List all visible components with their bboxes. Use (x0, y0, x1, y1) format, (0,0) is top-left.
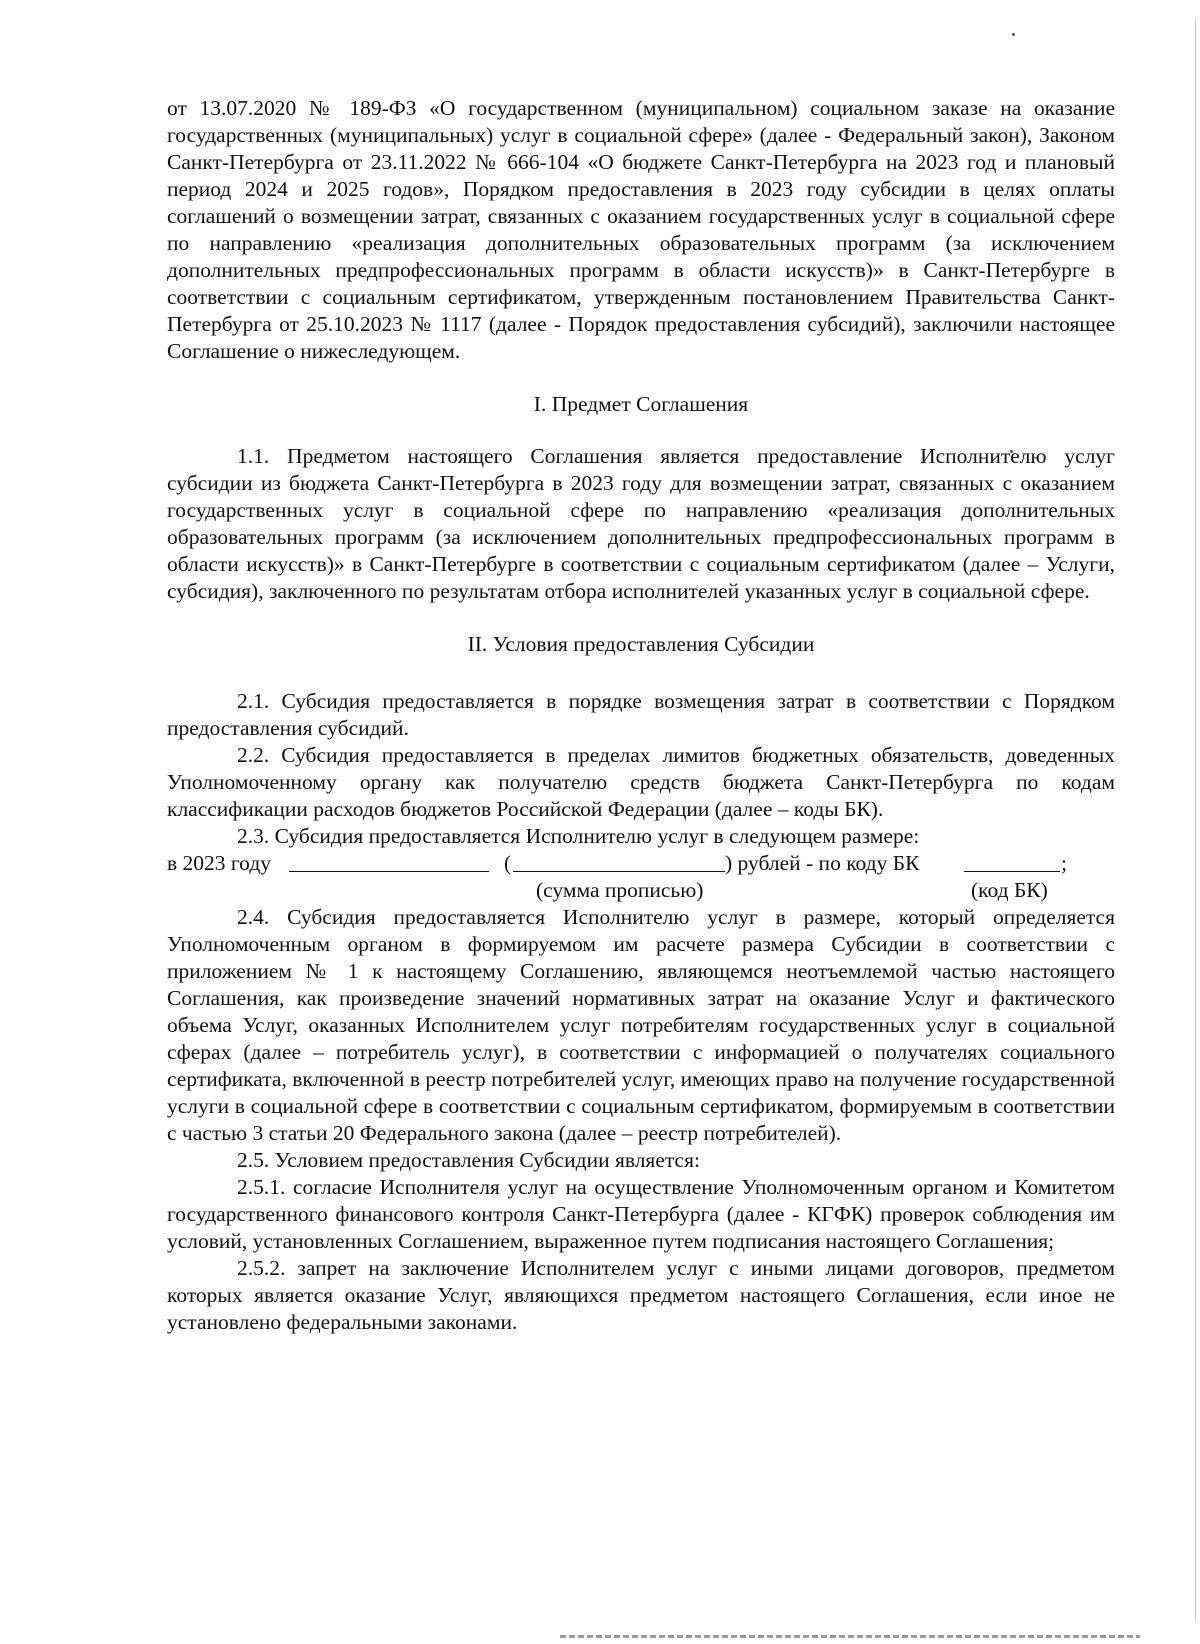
clause-2-5-2: 2.5.2. запрет на заключение Исполнителем услуг с иными лицами договоров, предметом которых является оказание Услуг, являющихся предметом настоящего Соглашения, если иное не установлено федеральными законами. (167, 1256, 1115, 1334)
amount-words-blank[interactable] (513, 850, 725, 879)
rubles-label: ) рублей - по коду БК (725, 851, 920, 875)
line-end: ; (1061, 851, 1067, 875)
scan-bottom-marks (560, 1635, 1140, 1638)
clause-1-1: 1.1. Предметом настоящего Соглашения является предоставление Исполнителю услуг субсидии из бюджета Санкт-Петербурга в 2023 году для возмещении затрат, связанных с оказанием государственных услуг в социальной сфере по направлению «реализация дополнительных образовательных программ (за исключением дополнительных предпрофессиональных программ в области искусств)» в Санкт-Петербурге в соответствии с социальным сертификатом (далее – Услуги, субсидия), заключенного по результатам отбора исполнителей указанных услуг в социальной сфере. (167, 444, 1115, 603)
amount-captions (167, 877, 1115, 904)
scan-edge-line (1195, 20, 1196, 1620)
clause-2-4: 2.4. Субсидия предоставляется Исполнителю услуг в размере, который определяется Уполномоченным органом в формируемом им расчете размера Субсидии в соответствии с приложением № 1 к настоящему Соглашению, являющемся неотъемлемой частью настоящего Соглашения, как произведение значений нормативных затрат на оказание Услуг и фактического объема Услуг, оказанных Исполнителем услуг потребителям государственных услуг в социальной сферах (далее – потребитель услуг), в соответствии с информацией о получателях социального сертификата, включенной в реестр потребителей услуг, имеющих право на получение государственной услуги в социальной сфере в соответствии с социальным сертификатом, формируемым в соответствии с частью 3 статьи 20 Федерального закона (далее – реестр потребителей). (167, 905, 1115, 1145)
intro-paragraph: от 13.07.2020 № 189-ФЗ «О государственном (муниципальном) социальном заказе на оказание государственных (муниципальных) услуг в социальной сфере» (далее - Федеральный закон), Законом Санкт-Петербурга от 23.11.2022 № 666-104 «О бюджете Санкт-Петербурга на 2023 год и плановый период 2024 и 2025 годов», Порядком предоставления в 2023 году субсидии в целях оплаты соглашений о возмещении затрат, связанных с оказанием государственных услуг в социальной сфере по направлению «реализация дополнительных образовательных программ (за исключением дополнительных предпрофессиональных программ в области искусств)» в Санкт-Петербурге в соответствии с социальным сертификатом, утвержденным постановлением Правительства Санкт-Петербурга от 25.10.2023 № 1117 (далее - Порядок предоставления субсидий), заключили настоящее Соглашение о нижеследующем. (167, 96, 1115, 363)
document-page (167, 95, 1115, 1336)
year-label: в 2023 году (167, 851, 272, 875)
amount-words-caption: (сумма прописью) (536, 878, 704, 902)
subsidy-amount-line (167, 850, 1115, 877)
clause-2-5: 2.5. Условием предоставления Субсидии является: (237, 1148, 700, 1172)
section-1-heading: I. Предмет Соглашения (533, 392, 749, 416)
bk-code-blank[interactable] (964, 850, 1060, 879)
scan-speck (1012, 33, 1015, 36)
clause-2-5-1: 2.5.1. согласие Исполнителя услуг на осуществление Уполномоченным органом и Комитетом государственного финансового контроля Санкт-Петербурга (далее - КГФК) проверок соблюдения им условий, установленных Соглашением, выраженное путем подписания настоящего Соглашения; (167, 1175, 1115, 1253)
open-paren: ( (504, 851, 512, 875)
clause-2-3: 2.3. Субсидия предоставляется Исполнителю услуг в следующем размере: (237, 824, 920, 848)
amount-digits-blank[interactable] (289, 850, 489, 879)
bk-code-caption: (код БК) (971, 878, 1048, 902)
clause-2-1: 2.1. Субсидия предоставляется в порядке возмещения затрат в соответствии с Порядком предоставления субсидий. (167, 689, 1115, 740)
clause-2-2: 2.2. Субсидия предоставляется в пределах лимитов бюджетных обязательств, доведенных Уполномоченному органу как получателю средств бюджета Санкт-Петербурга по кодам классификации расходов бюджетов Российской Федерации (далее – коды БК). (167, 743, 1115, 821)
section-2-heading: II. Условия предоставления Субсидии (467, 632, 815, 656)
